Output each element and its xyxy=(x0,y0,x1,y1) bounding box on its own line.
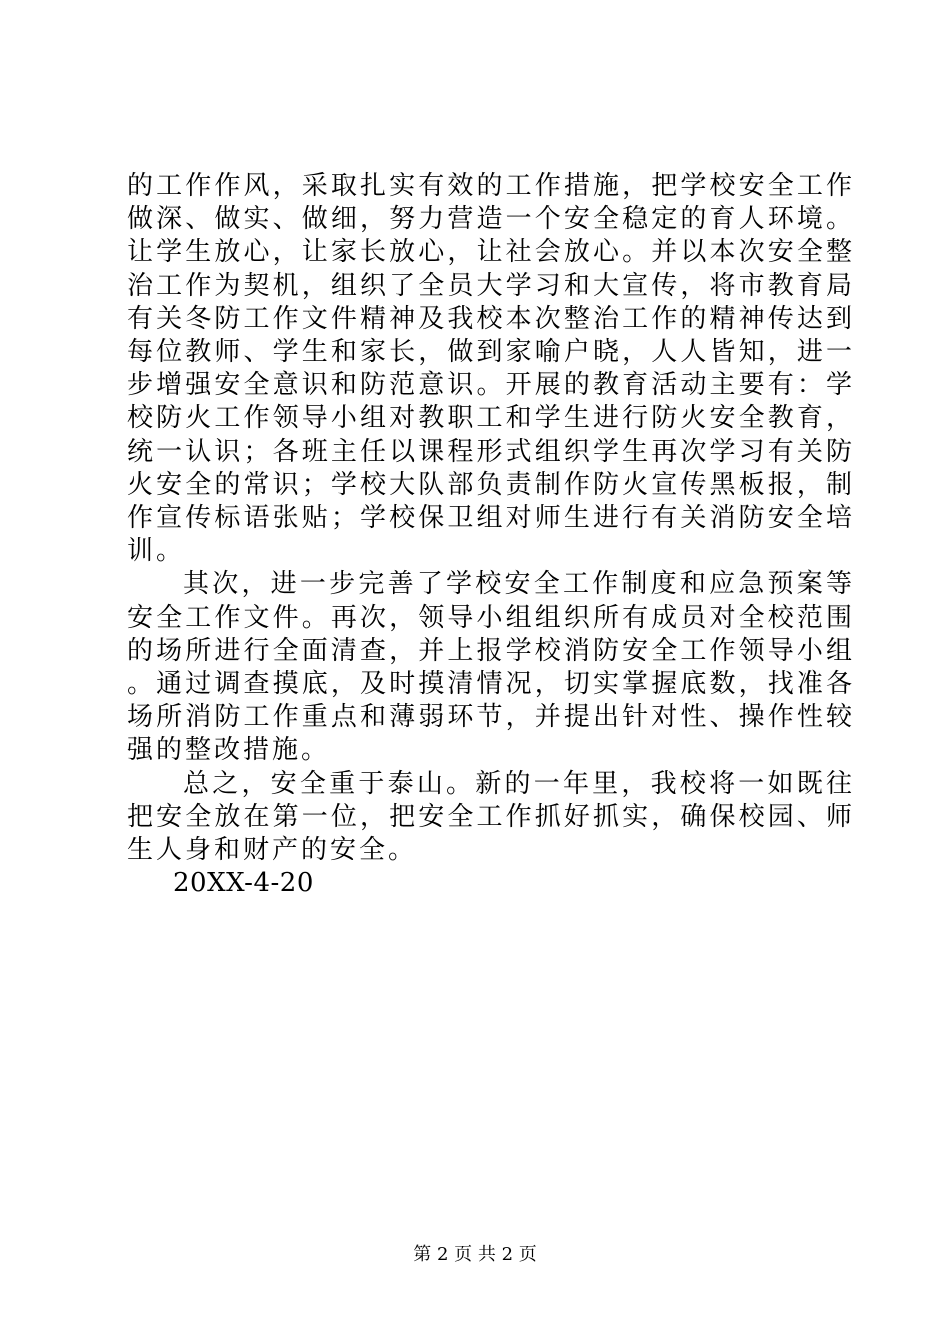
body-paragraph-2: 其次，进一步完善了学校安全工作制度和应急预案等安全工作文件。再次，领导小组组织所有成员对全校范围的场所进行全面清查，并上报学校消防安全工作领导小组。通过调查摸底，及时摸清情况，切实掌握底数，找准各场所消防工作重点和薄弱环节，并提出针对性、操作性较强的整改措施。 xyxy=(127,569,855,766)
body-paragraph-1: 的工作作风，采取扎实有效的工作措施，把学校安全工作做深、做实、做细，努力营造一个安全稳定的育人环境。让学生放心，让家长放心，让社会放心。并以本次安全整治工作为契机，组织了全员大学习和大宣传，将市教育局有关冬防工作文件精神及我校本次整治工作的精神传达到每位教师、学生和家长，做到家喻户晓，人人皆知，进一步增强安全意识和防范意识。开展的教育活动主要有：学校防火工作领导小组对教职工和学生进行防火安全教育，统一认识；各班主任以课程形式组织学生再次学习有关防火安全的常识；学校大队部负责制作防火宣传黑板报，制作宣传标语张贴；学校保卫组对师生进行有关消防安全培训。 xyxy=(127,171,855,567)
document-body xyxy=(127,170,855,900)
page-footer xyxy=(0,1244,950,1266)
body-paragraph-3: 总之，安全重于泰山。新的一年里，我校将一如既往把安全放在第一位，把安全工作抓好抓实，确保校园、师生人身和财产的安全。 xyxy=(127,768,855,866)
page-number-label: 第 2 页 共 2 页 xyxy=(413,1244,537,1265)
document-date: 20XX-4-20 xyxy=(173,868,314,899)
